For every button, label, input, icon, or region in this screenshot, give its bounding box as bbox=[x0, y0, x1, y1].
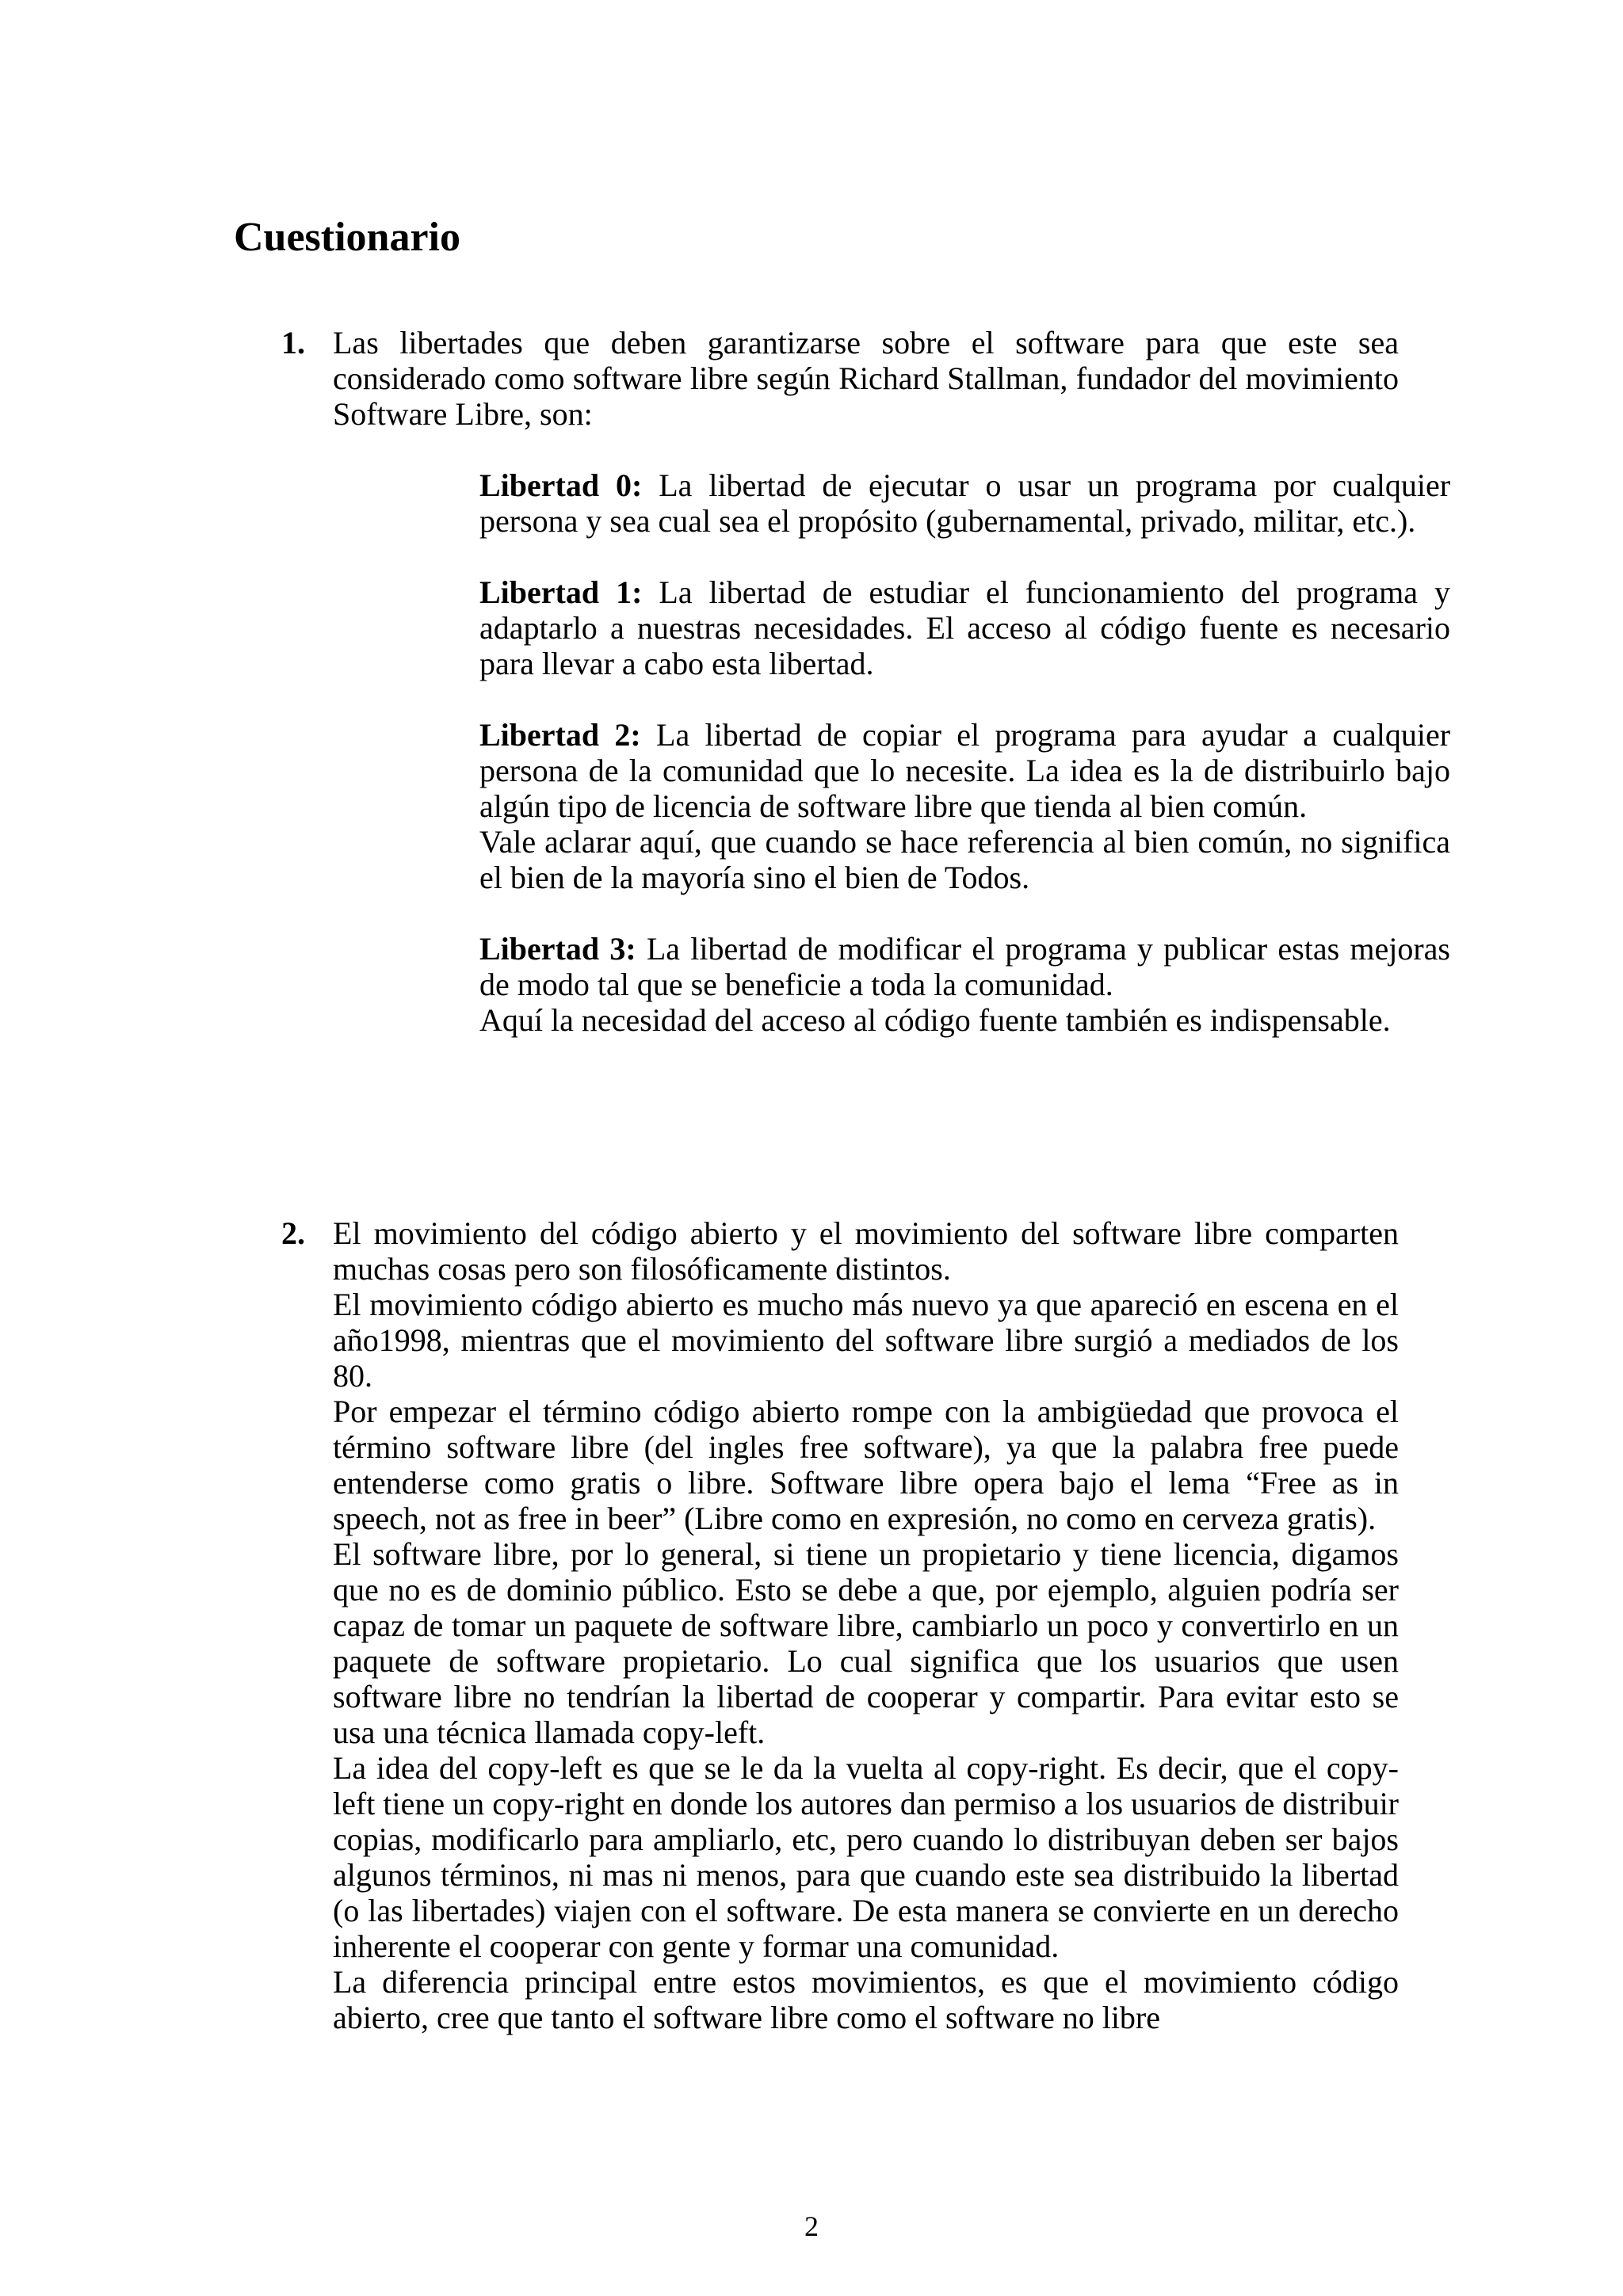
question-2-paragraph: El software libre, por lo general, si tiene un propietario y tiene licencia, digamos que no es de dominio público. Esto se debe a que, por ejemplo, alguien podría ser capaz de tomar un paquete de software libre, cambiarlo un poco y convertirlo en un paquete de software propietario. Lo cual significa que los usuarios que usen software libre no tendrían la libertad de cooperar y compartir. Para evitar esto se usa una técnica llamada copy-left. bbox=[333, 1536, 1399, 1750]
freedom-3-label: Libertad 3: bbox=[479, 931, 636, 967]
freedom-3-desc: La libertad de modificar el programa y publicar estas mejoras de modo tal que se beneficie a toda la comunidad. bbox=[479, 931, 1450, 1002]
page-title: Cuestionario bbox=[234, 215, 460, 260]
question-1-intro: Las libertades que deben garantizarse sobre el software para que este sea considerado como software libre según Richard Stallman, fundador del movimiento Software Libre, son: bbox=[333, 325, 1399, 432]
freedom-3-note: Aquí la necesidad del acceso al código fuente también es indispensable. bbox=[479, 1002, 1391, 1038]
question-1-number: 1. bbox=[281, 325, 305, 360]
freedom-1-desc: La libertad de estudiar el funcionamiento del programa y adaptarlo a nuestras necesidades. El acceso al código fuente es necesario para llevar a cabo esta libertad. bbox=[479, 574, 1451, 681]
freedom-0-label: Libertad 0: bbox=[479, 467, 643, 503]
page-number: 2 bbox=[804, 2210, 819, 2242]
question-1 bbox=[281, 325, 1451, 1038]
question-2-paragraph: El movimiento código abierto es mucho más nuevo ya que apareció en escena en el año1998, mientras que el movimiento del software libre surgió a mediados de los 80. bbox=[333, 1287, 1399, 1394]
freedom-0-desc: La libertad de ejecutar o usar un programa por cualquier persona y sea cual sea el propósito (gubernamental, privado, militar, etc.). bbox=[479, 467, 1451, 539]
freedom-0 bbox=[479, 467, 1450, 539]
question-2-paragraph: El movimiento del código abierto y el movimiento del software libre comparten muchas cosas pero son filosóficamente distintos. bbox=[333, 1215, 1399, 1287]
freedom-2-desc: La libertad de copiar el programa para ayudar a cualquier persona de la comunidad que lo necesite. La idea es la de distribuirlo bajo algún tipo de licencia de software libre que tienda al bien común. bbox=[479, 717, 1451, 824]
question-2-paragraph: Por empezar el término código abierto rompe con la ambigüedad que provoca el término software libre (del ingles free software), ya que la palabra free puede entenderse como gratis o libre. Software libre opera bajo el lema “Free as in speech, not as free in beer” (Libre como en expresión, no como en cerveza gratis). bbox=[333, 1394, 1399, 1536]
question-2-paragraph: La diferencia principal entre estos movimientos, es que el movimiento código abierto, cree que tanto el software libre como el software no libre bbox=[333, 1964, 1399, 2035]
freedom-2-text bbox=[479, 717, 1450, 824]
freedom-2-note: Vale aclarar aquí, que cuando se hace referencia al bien común, no significa el bien de la mayoría sino el bien de Todos. bbox=[479, 824, 1450, 895]
question-1-body bbox=[333, 325, 1451, 1038]
freedom-2-label: Libertad 2: bbox=[479, 717, 641, 753]
freedom-3 bbox=[479, 931, 1450, 1038]
freedom-1 bbox=[479, 574, 1450, 681]
freedoms-list bbox=[479, 467, 1450, 1038]
question-2-body bbox=[333, 1215, 1399, 2035]
question-2 bbox=[281, 1215, 1399, 2035]
question-2-paragraph: La idea del copy-left es que se le da la vuelta al copy-right. Es decir, que el copy-left tiene un copy-right en donde los autores dan permiso a los usuarios de distribuir copias, modificarlo para ampliarlo, etc, pero cuando lo distribuyan deben ser bajos algunos términos, ni mas ni menos, para que cuando este sea distribuido la libertad (o las libertades) viajen con el software. De esta manera se convierte en un derecho inherente el cooperar con gente y formar una comunidad. bbox=[333, 1750, 1399, 1964]
freedom-1-text bbox=[479, 574, 1450, 681]
question-2-number: 2. bbox=[281, 1215, 305, 1251]
freedom-2 bbox=[479, 717, 1450, 895]
freedom-0-text bbox=[479, 467, 1450, 539]
freedom-3-text bbox=[479, 931, 1450, 1002]
freedom-1-label: Libertad 1: bbox=[479, 574, 643, 610]
